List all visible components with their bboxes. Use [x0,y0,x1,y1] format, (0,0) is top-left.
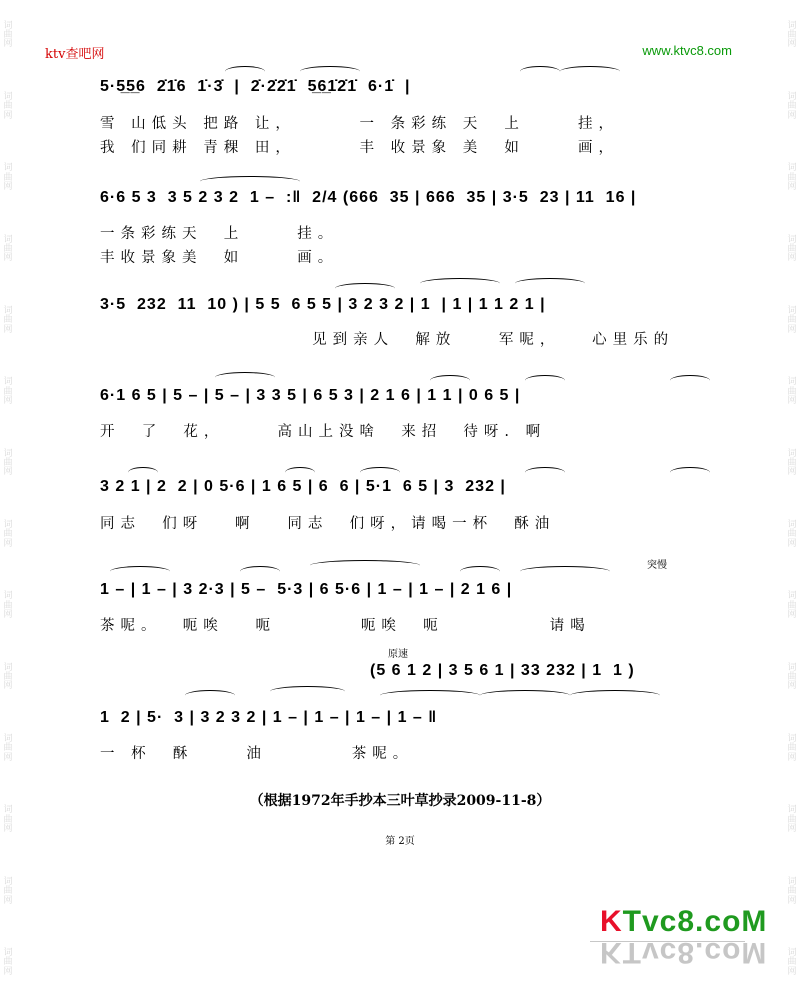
site-logo [600,905,767,939]
slur-mark [285,467,315,478]
lyric-line: 见到亲人 解放 军呢， 心里乐的 [100,332,675,348]
slur-mark [525,375,565,386]
watermark-glyph: 词 曲 网 [3,876,13,906]
tempo-mark: 突慢 [647,560,667,571]
lyric-row-1b [100,136,725,158]
notes-line: 1 2 | 5· 3 | 3 2 3 2 | 1 – | 1 – | 1 – | 1 – ‖ [100,709,438,726]
logo-k-reflection: K [600,936,623,969]
lyric-line: 开 了 花， 高山上没啥 来招 待呀. 啊 [100,424,547,440]
slur-mark [430,375,470,386]
watermark-glyph: 词 曲 网 [3,377,13,407]
slur-mark [515,278,585,289]
slur-mark [225,66,265,77]
notes-line: 5·5̲5̲6 2̇1̇6 1̇·3̇ | 2̇·2̇2̇1̇ 5̲6̲1̇2̇1̇ 6·1̇ | [100,78,411,95]
slur-mark [240,566,280,577]
score-row-4 [100,383,725,409]
lyric-line: 丰收景象美 如 画。 [100,250,339,266]
watermark-glyph: 词 曲 网 [3,662,13,692]
slur-mark [380,690,480,701]
lyric-line: 我 们同耕 青稞 田， 丰 收景象 美 如 画， [100,140,619,156]
score-row-7 [100,705,725,731]
score-row-2 [100,185,725,211]
slur-mark [460,566,500,577]
score-row-3 [100,292,725,318]
tempo-mark: 原速 [388,649,408,660]
slur-mark [520,66,560,77]
notes-line: (5 6 1 2 | 3 5 6 1 | 33 232 | 1 1 ) [370,662,635,679]
lyric-line: 雪 山低头 把路 让， 一 条彩练 天 上 挂， [100,116,619,132]
score-row-6 [100,577,725,603]
watermark-glyph: 词 曲 网 [3,20,13,50]
watermark-glyph: 词 曲 网 [3,448,13,478]
watermark-glyph: 词 曲 网 [787,805,797,835]
lyric-line: 同志 们呀 啊 同志 们呀，请喝一杯 酥油 [100,516,556,532]
lyric-row-2b [100,246,725,268]
lyric-row-7 [100,742,725,764]
lyric-line: 一 杯 酥 油 茶呢。 [100,746,414,762]
watermark-glyph: 词 曲 网 [787,91,797,121]
page-number: 第 2页 [385,836,415,847]
watermark-glyph: 词 曲 网 [787,305,797,335]
logo-k: K [600,905,623,938]
logo-reflection [600,935,767,969]
lyric-row-3 [100,328,725,350]
watermark-glyph: 词 曲 网 [787,947,797,977]
lyric-line: 一条彩练天 上 挂。 [100,226,339,242]
slur-mark [360,467,400,478]
watermark-glyph: 词 曲 网 [3,163,13,193]
watermark-glyph: 词 曲 网 [3,519,13,549]
watermark-glyph: 词 曲 网 [787,448,797,478]
score-row-1 [100,74,725,100]
watermark-glyph: 词 曲 网 [787,234,797,264]
intro-row [370,658,730,684]
source-note: （根据1972年手抄本三叶草抄录2009-11-8） [249,793,551,809]
watermark-glyph: 词 曲 网 [787,733,797,763]
site-link-left[interactable]: ktv查吧网 [45,47,105,62]
site-link-right[interactable]: www.ktvc8.com [642,43,732,58]
watermark-glyph: 词 曲 网 [787,20,797,50]
watermark-glyph: 词 曲 网 [3,91,13,121]
lyric-line: 茶呢。 呃唉 呃 呃唉 呃 请喝 [100,618,591,634]
lyric-row-4 [100,420,725,442]
watermark-glyph: 词 曲 网 [3,733,13,763]
watermark-glyph: 词 曲 网 [3,234,13,264]
slur-mark [300,66,360,77]
slur-mark [670,467,710,478]
slur-mark [420,278,500,289]
logo-rest-reflection: Tvc8.coM [622,936,768,969]
lyric-row-5 [100,512,725,534]
watermark-glyph: 词 曲 网 [3,305,13,335]
watermark-glyph: 词 曲 网 [3,591,13,621]
slur-mark [310,560,420,571]
slur-mark [560,66,620,77]
lyric-row-2a [100,222,725,244]
slur-mark [480,690,570,701]
watermark-glyph: 词 曲 网 [787,519,797,549]
lyric-row-6 [100,614,725,636]
left-watermark-strip [2,0,14,999]
slur-mark [335,283,395,294]
watermark-glyph: 词 曲 网 [787,163,797,193]
right-watermark-strip [786,0,798,999]
slur-mark [520,566,610,577]
slur-mark [128,467,158,478]
watermark-glyph: 词 曲 网 [787,377,797,407]
watermark-glyph: 词 曲 网 [3,947,13,977]
slur-mark [270,686,345,697]
slur-mark [110,566,170,577]
notes-line: 1 – | 1 – | 3 2·3 | 5 – 5·3 | 6 5·6 | 1 – | 1 – | 2 1 6 | [100,581,513,598]
watermark-glyph: 词 曲 网 [787,876,797,906]
notes-line: 3·5 232 11 10 ) | 5 5 6 5 5 | 3 2 3 2 | 1 | 1 | 1 1 2 1 | [100,296,546,313]
lyric-row-1a [100,112,725,134]
notes-line: 6·6 5 3 3 5 2 3 2 1 – :‖ 2/4 (666 35 | 666 35 | 3·5 23 | 11 16 | [100,189,637,206]
watermark-glyph: 词 曲 网 [787,591,797,621]
notes-line: 3 2 1 | 2 2 | 0 5·6 | 1 6 5 | 6 6 | 5·1 6 5 | 3 232 | [100,478,506,495]
score-row-5 [100,474,725,500]
slur-mark [670,375,710,386]
watermark-glyph: 词 曲 网 [3,805,13,835]
notes-line: 6·1 6 5 | 5 – | 5 – | 3 3 5 | 6 5 3 | 2 1 6 | 1 1 | 0 6 5 | [100,387,521,404]
slur-mark [200,176,300,187]
slur-mark [215,372,275,383]
slur-mark [185,690,235,701]
slur-mark [525,467,565,478]
slur-mark [570,690,660,701]
watermark-glyph: 词 曲 网 [787,662,797,692]
logo-rest: Tvc8.coM [622,905,768,938]
